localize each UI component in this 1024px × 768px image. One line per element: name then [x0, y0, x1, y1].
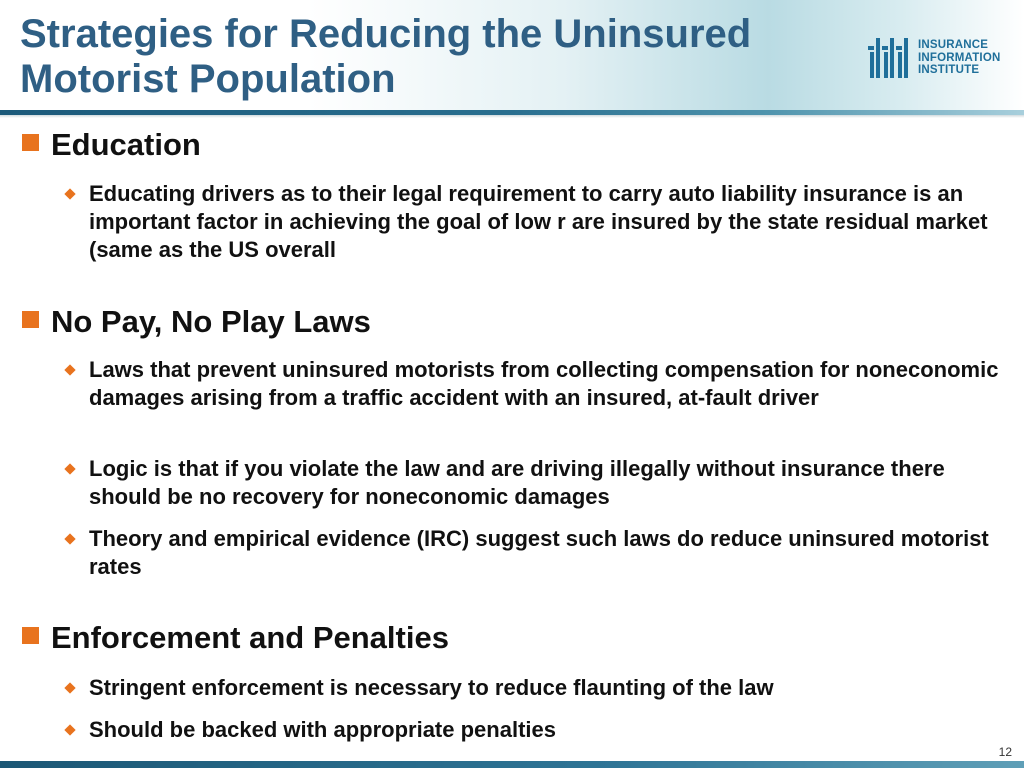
square-bullet-icon: [22, 311, 39, 328]
bullet-no-pay-2: Logic is that if you violate the law and are driving illegally without insurance there should be no recovery for noneconomic damages: [64, 455, 1004, 511]
logo-text-line-2: INFORMATION: [918, 51, 1001, 64]
diamond-bullet-icon: [64, 682, 75, 693]
bullet-no-pay-3: Theory and empirical evidence (IRC) suggest such laws do reduce uninsured motorist rates: [64, 525, 1004, 581]
logo-text-line-1: INSURANCE: [918, 39, 989, 51]
bullet-education-1: Educating drivers as to their legal requirement to carry auto liability insurance is an important factor in achieving the goal of low r are insured by the state residual market (same as the US overall: [64, 180, 1004, 264]
section-heading-no-pay-no-play: No Pay, No Play Laws: [22, 305, 371, 339]
diamond-bullet-icon: [64, 188, 75, 199]
diamond-bullet-icon: [64, 724, 75, 735]
slide-title-line-2: Motorist Population: [20, 57, 396, 101]
footer-bar: [0, 761, 1024, 768]
square-bullet-icon: [22, 134, 39, 151]
square-bullet-icon: [22, 627, 39, 644]
slide-title-line-1: Strategies for Reducing the Uninsured: [20, 12, 752, 56]
diamond-bullet-icon: [64, 364, 75, 375]
bullet-no-pay-1: Laws that prevent uninsured motorists from collecting compensation for noneconomic damages arising from a traffic accident with an insured, at-fault driver: [64, 356, 1004, 412]
section-heading-enforcement: Enforcement and Penalties: [22, 621, 449, 655]
section-heading-education: Education: [22, 128, 201, 162]
logo-text-line-3: INSTITUTE: [918, 64, 980, 76]
bullet-enforcement-1: Stringent enforcement is necessary to reduce flaunting of the law: [64, 674, 1004, 702]
page-number: 12: [998, 745, 1012, 759]
diamond-bullet-icon: [64, 533, 75, 544]
diamond-bullet-icon: [64, 463, 75, 474]
bullet-enforcement-2: Should be backed with appropriate penalties: [64, 716, 1004, 744]
